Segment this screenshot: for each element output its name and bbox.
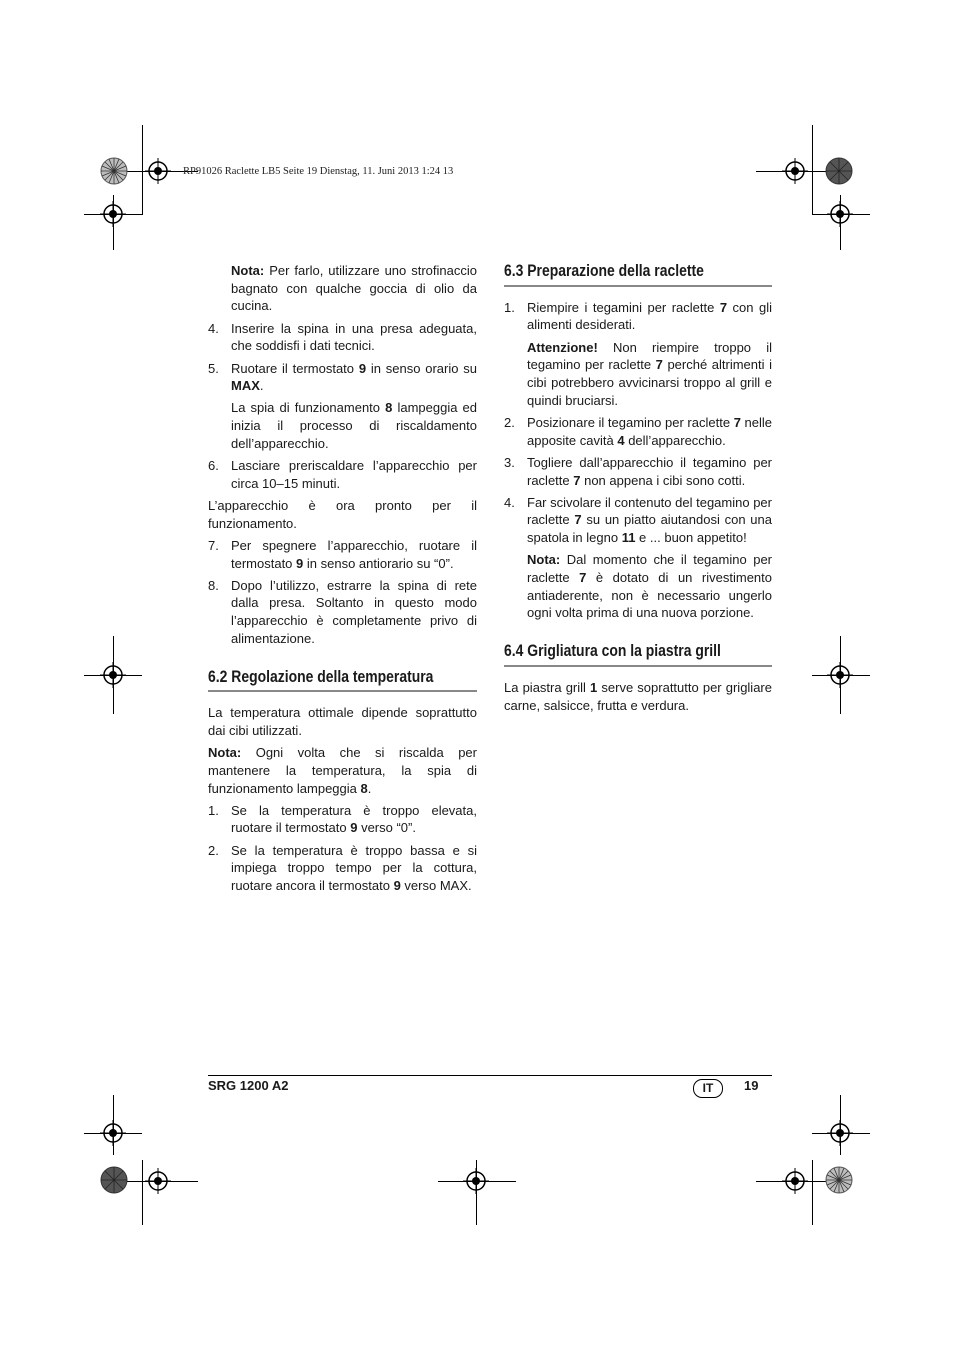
right-column xyxy=(504,262,772,714)
registration-mark-icon xyxy=(100,662,126,688)
section-heading: 6.3 Preparazione della raclette xyxy=(504,261,704,280)
crop-mark xyxy=(142,125,143,215)
note-paragraph: Nota: Dal momento che il tegamino per raclette 7 è dotato di un rivestimento antiaderente, non è necessario ungerlo ogni volta prima di una nuova porzione. xyxy=(527,552,772,621)
warning-paragraph: Attenzione! Non riempire troppo il tegamino per raclette 7 perché altrimenti i cibi potrebbero avvicinarsi troppo al grill e quindi bruciarsi. xyxy=(527,339,772,408)
print-slug: RP91026 Raclette LB5 Seite 19 Dienstag, 11. Juni 2013 1:24 13 xyxy=(183,166,454,177)
page-number: 19 xyxy=(744,1078,759,1093)
note-label: Nota: xyxy=(231,263,265,278)
registration-mark-icon xyxy=(145,1168,171,1194)
list-item: 8. Dopo l’utilizzo, estrarre la spina di rete dalla presa. Soltanto in questo modo l’apparecchio è completamente privo di alimentazione. xyxy=(208,577,477,646)
list-item: 7. Per spegnere l’apparecchio, ruotare il termostato 9 in senso antiorario su “0”. xyxy=(208,537,477,571)
registration-mark-icon xyxy=(827,1120,853,1146)
crop-mark xyxy=(142,1160,143,1225)
warning-label: Attenzione! xyxy=(527,339,598,355)
registration-mark-icon xyxy=(100,201,126,227)
registration-mark-icon xyxy=(100,1120,126,1146)
footer-rule xyxy=(208,1075,772,1076)
color-calibration-star-icon xyxy=(825,1166,853,1194)
model-number: SRG 1200 A2 xyxy=(208,1078,289,1093)
left-column xyxy=(208,262,477,895)
registration-mark-icon xyxy=(827,201,853,227)
crop-mark xyxy=(812,1160,813,1225)
note-label: Nota: xyxy=(527,552,561,568)
list-item-detail: La spia di funzionamento 8 lampeggia ed inizia il processo di riscaldamento dell’apparecchio. xyxy=(231,400,478,451)
color-calibration-star-icon xyxy=(100,1166,128,1194)
heading-rule xyxy=(504,285,772,287)
crop-mark xyxy=(812,125,813,215)
heading-rule xyxy=(208,690,477,692)
body-paragraph: L’apparecchio è ora pronto per il funzionamento. xyxy=(208,497,477,531)
note-label: Nota: xyxy=(208,745,242,761)
list-item: 4. Inserire la spina in una presa adeguata, che soddisfi i dati tecnici. xyxy=(208,320,477,354)
list-item: 2. Se la temperatura è troppo bassa e si impiega troppo tempo per la cottura, ruotare ancora il termostato 9 verso MAX. xyxy=(208,842,477,894)
list-item: 6. Lasciare preriscaldare l’apparecchio per circa 10–15 minuti. xyxy=(208,458,477,491)
note-paragraph: Nota: Ogni volta che si riscalda per mantenere la temperatura, la spia di funzionamento lampeggia 8. xyxy=(208,745,477,796)
body-paragraph: La piastra grill 1 serve soprattutto per grigliare carne, salsicce, frutta e verdura. xyxy=(504,679,772,713)
list-item: 1. Riempire i tegamini per raclette 7 con gli alimenti desiderati. xyxy=(504,299,772,333)
registration-mark-icon xyxy=(827,662,853,688)
language-badge: IT xyxy=(693,1079,723,1098)
registration-mark-icon xyxy=(145,158,171,184)
list-item: 3. Togliere dall’apparecchio il tegamino per raclette 7 non appena i cibi sono cotti. xyxy=(504,454,772,488)
list-item: 4. Far scivolare il contenuto del tegamino per raclette 7 su un piatto aiutandosi con una spatola in legno 11 e ... buon appetito! xyxy=(504,494,772,546)
section-heading: 6.2 Regolazione della temperatura xyxy=(208,666,434,686)
heading-rule xyxy=(504,665,772,667)
registration-mark-icon xyxy=(782,158,808,184)
body-paragraph: La temperatura ottimale dipende soprattutto dai cibi utilizzati. xyxy=(208,705,477,738)
color-calibration-star-icon xyxy=(825,157,853,185)
note-paragraph: Nota: Per farlo, utilizzare uno strofinaccio bagnato con qualche goccia di olio da cucina. xyxy=(231,263,477,314)
registration-mark-icon xyxy=(463,1168,489,1194)
list-item: 5. Ruotare il termostato 9 in senso orario su MAX. xyxy=(208,360,477,394)
section-heading: 6.4 Grigliatura con la piastra grill xyxy=(504,641,721,661)
color-calibration-star-icon xyxy=(100,157,128,185)
list-item: 2. Posizionare il tegamino per raclette 7 nelle apposite cavità 4 dell’apparecchio. xyxy=(504,414,773,448)
registration-mark-icon xyxy=(782,1168,808,1194)
list-item: 1. Se la temperatura è troppo elevata, ruotare il termostato 9 verso “0”. xyxy=(208,802,477,836)
